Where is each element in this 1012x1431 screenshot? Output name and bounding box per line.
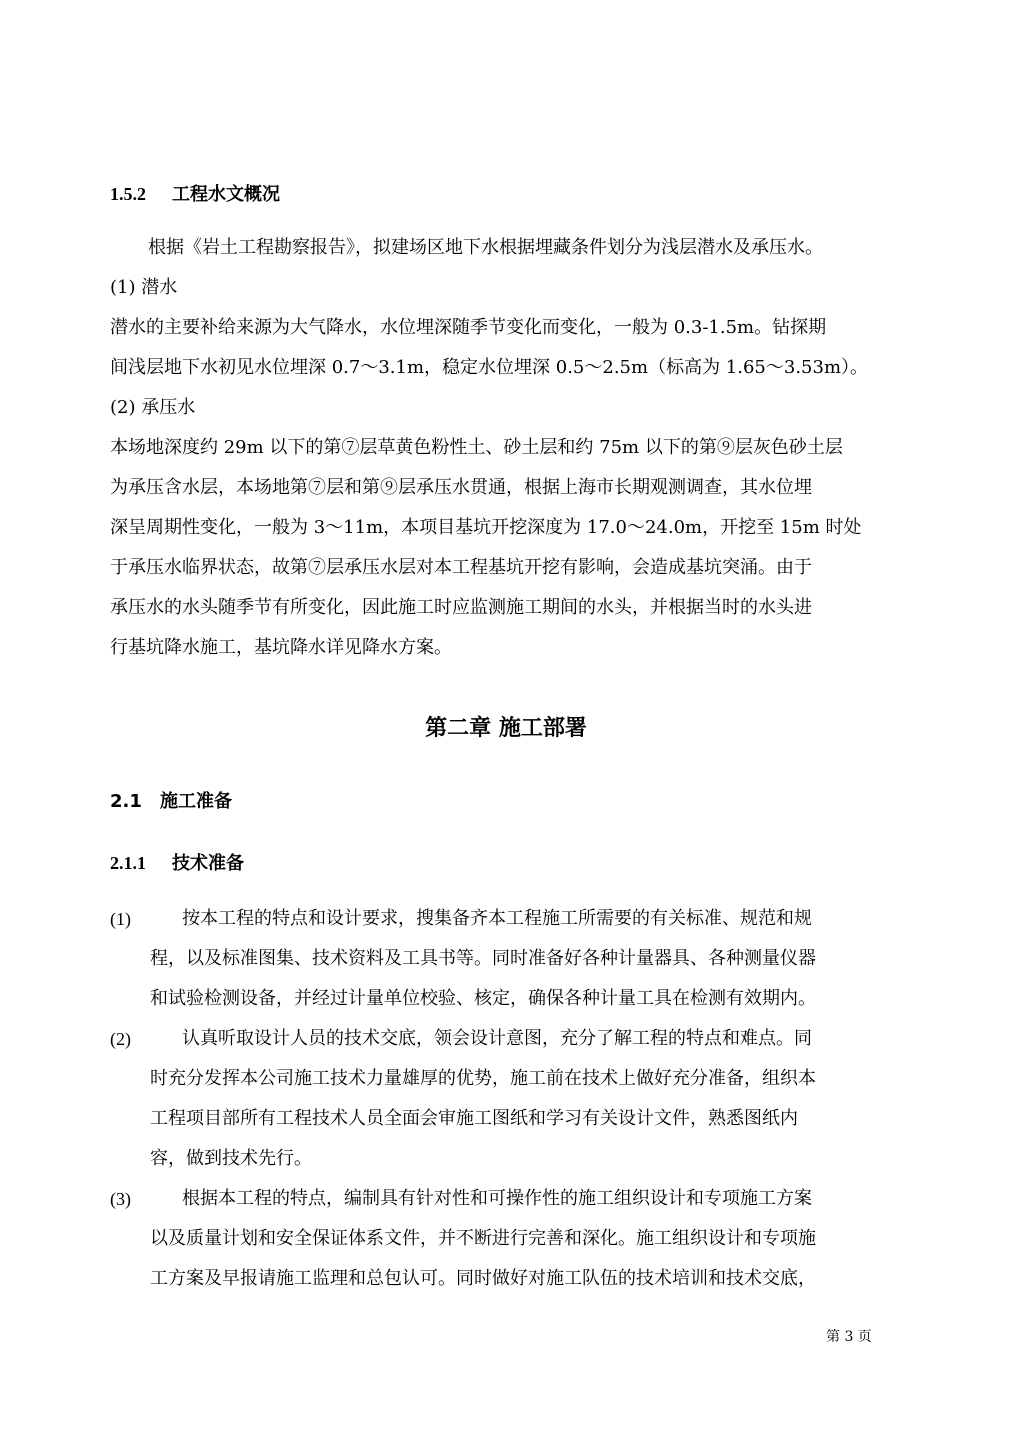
section-title: 技术准备 [172, 853, 244, 874]
page-number: 第 3 页 [826, 1329, 872, 1345]
paragraph-line: 和试验检测设备，并经过计量单位校验、核定，确保各种计量工具在检测有效期内。 [150, 988, 816, 1009]
section-title: 工程水文概况 [172, 184, 280, 205]
hydrology-intro [110, 228, 910, 268]
section-title: 施工准备 [160, 791, 232, 812]
paragraph-line: 为承压含水层，本场地第⑦层和第⑨层承压水贯通，根据上海市长期观测调查，其水位埋 [110, 477, 812, 498]
paragraph-line: 承压水的水头随季节有所变化，因此施工时应监测施工期间的水头，并根据当时的水头进 [110, 597, 812, 618]
paragraph-line: 于承压水临界状态，故第⑦层承压水层对本工程基坑开挖有影响，会造成基坑突涌。由于 [110, 557, 812, 578]
phreatic-water-block [110, 268, 910, 388]
list-item-body [150, 1179, 910, 1299]
phreatic-heading: (1) 潜水 [110, 277, 178, 298]
section-number: 2.1 [110, 791, 142, 812]
confined-heading: (2) 承压水 [110, 397, 196, 418]
list-item [110, 899, 910, 1019]
section-heading-2-1-1 [110, 851, 244, 876]
paragraph-line: 认真听取设计人员的技术交底，领会设计意图，充分了解工程的特点和难点。同 [182, 1028, 812, 1049]
paragraph-line: 本场地深度约 29m 以下的第⑦层草黄色粉性土、砂土层和约 75m 以下的第⑨层灰色砂土层 [110, 437, 843, 458]
paragraph-line: 根据本工程的特点，编制具有针对性和可操作性的施工组织设计和专项施工方案 [182, 1188, 812, 1209]
section-number: 2.1.1 [110, 853, 146, 873]
paragraph-line: 潜水的主要补给来源为大气降水，水位埋深随季节变化而变化，一般为 0.3-1.5m。钻探期 [110, 317, 827, 338]
paragraph-line: 深呈周期性变化，一般为 3～11m，本项目基坑开挖深度为 17.0～24.0m，开挖至 15m 时处 [110, 517, 862, 538]
section-heading-2-1 [110, 790, 232, 814]
list-marker: (2) [110, 1029, 131, 1049]
chapter-title: 第二章 施工部署 [425, 715, 587, 741]
list-marker: (1) [110, 909, 131, 929]
paragraph-line: 根据《岩土工程勘察报告》，拟建场区地下水根据埋藏条件划分为浅层潜水及承压水。 [148, 237, 823, 258]
list-item [110, 1179, 910, 1299]
paragraph-line: 工程项目部所有工程技术人员全面会审施工图纸和学习有关设计文件，熟悉图纸内 [150, 1108, 798, 1129]
paragraph-line: 行基坑降水施工，基坑降水详见降水方案。 [110, 637, 452, 658]
paragraph-line: 容，做到技术先行。 [150, 1148, 312, 1169]
paragraph-line: 按本工程的特点和设计要求，搜集备齐本工程施工所需要的有关标准、规范和规 [182, 908, 812, 929]
section-number: 1.5.2 [110, 184, 146, 204]
section-heading-1-5-2 [110, 182, 280, 207]
paragraph-line: 间浅层地下水初见水位埋深 0.7～3.1m，稳定水位埋深 0.5～2.5m（标高为 1.65～3.53m）。 [110, 357, 869, 378]
list-item [110, 1019, 910, 1179]
paragraph-line: 时充分发挥本公司施工技术力量雄厚的优势，施工前在技术上做好充分准备，组织本 [150, 1068, 816, 1089]
list-item-body [150, 1019, 910, 1179]
paragraph-line: 工方案及早报请施工监理和总包认可。同时做好对施工队伍的技术培训和技术交底， [150, 1268, 816, 1289]
paragraph-line: 程，以及标准图集、技术资料及工具书等。同时准备好各种计量器具、各种测量仪器 [150, 948, 816, 969]
list-marker: (3) [110, 1189, 131, 1209]
confined-water-block [110, 388, 910, 668]
paragraph-line: 以及质量计划和安全保证体系文件，并不断进行完善和深化。施工组织设计和专项施 [150, 1228, 816, 1249]
list-item-body [150, 899, 910, 1019]
